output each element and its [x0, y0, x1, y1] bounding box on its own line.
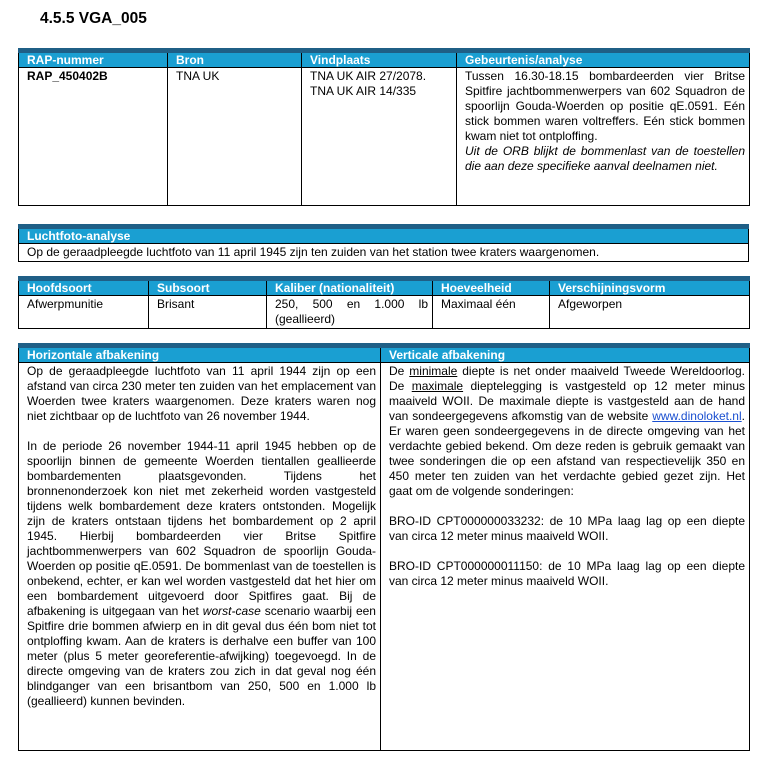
vertical-p1-part-d: . Er waren geen sondeergegevens in de directe omgeving van het verdachte gebied bekend. Om deze reden is gebruik gemaakt van twee sonderingen die op een afstand van respectievelijk 350 en 450 meter ten zuiden van het verdachte gebied gezet zijn. Het gaat om de volgende sonderingen: [389, 409, 745, 498]
vertical-p1-part-c: dieptelegging is vastgesteld op 12 meter minus maaiveld WOII. De maximale diepte is vastgesteld aan de hand van sondeergegevens afkomstig van de website [389, 379, 745, 423]
gebeurtenis-text: Tussen 16.30-18.15 bombardeerden vier Britse Spitfire jachtbommenwerpers van 602 Squadron de spoorlijn Gouda-Woerden op positie qE.0591. Eén stick bommen waren voltreffers. Eén stick bommen kwam niet tot ontploffing. [465, 69, 745, 143]
vertical-paragraph-1 [389, 364, 745, 499]
header-verticale-afbakening: Verticale afbakening [381, 346, 750, 363]
dinoloket-link[interactable]: www.dinoloket.nl [652, 409, 742, 423]
horizontal-p2-part-a: In de periode 26 november 1944-11 april 1945 hebben op de spoorlijn binnen de gemeente Woerden tientallen geallieerde bombardementen plaatsgevonden. Tijdens het bronnenonderzoek kon niet met zekerheid worden vastgesteld tijdens welk bombardement deze kraters ontstonden. Mogelijk zijn de kraters ontstaan tijdens het bombardement op 2 april 1945. Hierbij bombardeerden vier Britse Spitfire jachtbommenwerpers van 602 Squadron de spoorlijn Gouda-Woerden op positie qE.0591. De bommenlast van de toestellen is onbekend, echter, er kan wel worden vastgesteld dat het hier om een bombardement uitgevoerd door Spitfires gaat. Bij de afbakening is uitgegaan van het [27, 439, 376, 618]
cell-vindplaats [302, 68, 457, 206]
cell-luchtfoto: Op de geraadpleegde luchtfoto van 11 april 1945 zijn ten zuiden van het station twee kraters waargenomen. [19, 244, 749, 262]
section-heading: 4.5.5 VGA_005 [40, 10, 147, 27]
horizontal-paragraph-2 [27, 439, 376, 709]
vertical-p1-part-a: De [389, 364, 410, 378]
worst-case-term: worst-case [202, 604, 261, 618]
cell-verticale-afbakening [381, 363, 750, 751]
luchtfoto-table [18, 224, 749, 262]
afbakening-table [18, 343, 750, 751]
header-hoeveelheid: Hoeveelheid [433, 279, 550, 296]
header-gebeurtenis: Gebeurtenis/analyse [457, 51, 750, 68]
gebeurtenis-italic-text: Uit de ORB blijkt de bommenlast van de toestellen die aan deze specifieke aanval deelnamen niet. [465, 144, 745, 173]
vertical-paragraph-2: BRO-ID CPT000000033232: de 10 MPa laag lag op een diepte van circa 12 meter minus maaiveld WOII. [389, 514, 745, 543]
header-verschijningsvorm: Verschijningsvorm [550, 279, 750, 296]
cell-gebeurtenis [457, 68, 750, 206]
cell-hoofdsoort: Afwerpmunitie [19, 296, 149, 329]
header-bron: Bron [168, 51, 302, 68]
cell-verschijningsvorm: Afgeworpen [550, 296, 750, 329]
header-subsoort: Subsoort [149, 279, 267, 296]
cell-horizontale-afbakening [19, 363, 381, 751]
maximale-term: maximale [411, 379, 464, 393]
header-hoofdsoort: Hoofdsoort [19, 279, 149, 296]
header-rap-nummer: RAP-nummer [19, 51, 168, 68]
vertical-p1-part-b: diepte is net onder maaiveld Tweede Wereldoorlog. De [389, 364, 745, 393]
cell-rap-nummer: RAP_450402B [19, 68, 168, 206]
horizontal-p2-part-b: scenario waarbij een Spitfire drie bommen afwierp en in dit geval dus één bom niet tot ontploffing kwam. Aan de kraters is derhalve een buffer van 100 meter (plus 5 meter georeferentie-afwijking) toegevoegd. In de directe omgeving van de kraters zou zich in dat geval nog één blindganger van een brisantbom van 250, 500 en 1.000 lb (geallieerd) kunnen bevinden. [27, 604, 376, 708]
cell-subsoort: Brisant [149, 296, 267, 329]
cell-hoeveelheid: Maximaal één [433, 296, 550, 329]
vertical-paragraph-3: BRO-ID CPT000000011150: de 10 MPa laag lag op een diepte van circa 12 meter minus maaiveld WOII. [389, 559, 745, 588]
munitie-table [18, 276, 750, 329]
header-horizontale-afbakening: Horizontale afbakening [19, 346, 381, 363]
minimale-term: minimale [409, 364, 458, 378]
rap-table [18, 48, 750, 206]
cell-bron: TNA UK [168, 68, 302, 206]
vindplaats-line-1: TNA UK AIR 27/2078. [310, 69, 427, 83]
header-kaliber: Kaliber (nationaliteit) [267, 279, 433, 296]
header-luchtfoto: Luchtfoto-analyse [19, 227, 749, 244]
horizontal-paragraph-1: Op de geraadpleegde luchtfoto van 11 april 1944 zijn op een afstand van circa 230 meter ten zuiden van het emplacement van Woerden twee kraters waargenomen. Deze kraters waren nog niet zichtbaar op de luchtfoto van 26 november 1944. [27, 364, 376, 423]
cell-kaliber: 250, 500 en 1.000 lb (geallieerd) [267, 296, 433, 329]
vindplaats-line-2: TNA UK AIR 14/335 [310, 84, 417, 98]
header-vindplaats: Vindplaats [302, 51, 457, 68]
